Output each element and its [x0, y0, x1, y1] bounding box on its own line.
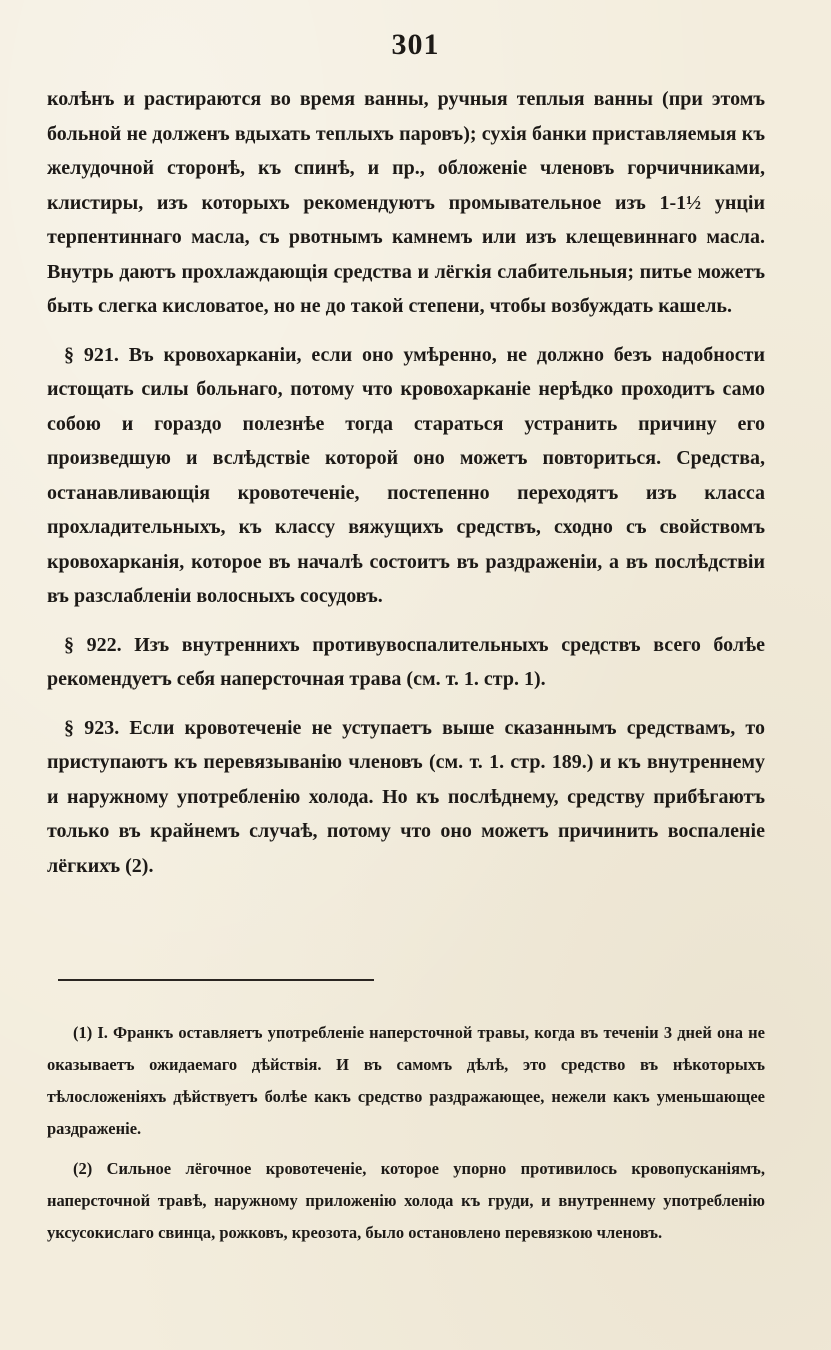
paragraph-921: § 921. Въ кровохарканіи, если оно умѣренно, не должно безъ надобности истощать силы больнаго, потому что кровохарканіе нерѣдко проходитъ само собою и гораздо полезнѣе тогда стараться устранить причину его произведшую и вслѣдствіе которой оно можетъ повториться. Средства, останавливающія кровотеченіе, постепенно переходятъ изъ класса прохладительныхъ, къ классу вяжущихъ средствъ, сходно съ свойствомъ кровохарканія, которое въ началѣ состоитъ въ раздраженіи, а въ послѣдствіи въ разслабленіи волосныхъ сосудовъ.: [47, 343, 765, 607]
footnote-divider: [58, 979, 374, 981]
paragraph-continuation: колѣнъ и растираются во время ванны, ручныя теплыя ванны (при этомъ больной не долженъ вдыхать теплыхъ паровъ); сухія банки приставляемыя къ желудочной сторонѣ, къ спинѣ, и пр., обложеніе членовъ горчичниками, клистиры, изъ которыхъ рекомендуютъ промывательное изъ 1-1½ унціи терпентиннаго масла, съ рвотнымъ камнемъ или изъ клещевиннаго масла. Внутрь даютъ прохлаждающія средства и лёгкія слабительныя; питье можетъ быть слегка кисловатое, но не до такой степени, чтобы возбуждать кашель.: [47, 88, 765, 317]
paragraph-922: § 922. Изъ внутреннихъ противувоспалительныхъ средствъ всего болѣе рекомендуетъ себя наперсточная трава (см. т. 1. стр. 1).: [47, 633, 765, 690]
main-text: [47, 82, 765, 883]
footnotes: [47, 1017, 765, 1249]
paragraph-923: § 923. Если кровотеченіе не уступаетъ выше сказаннымъ средствамъ, то приступаютъ къ перевязыванію членовъ (см. т. 1. стр. 189.) и къ внутреннему и наружному употребленію холода. Но къ послѣднему, средству прибѣгаютъ только въ крайнемъ случаѣ, потому что оно можетъ причинить воспаленіе лёгкихъ (2).: [47, 716, 765, 877]
footnote-2: (2) Сильное лёгочное кровотеченіе, которое упорно противилось кровопусканіямъ, наперсточной травѣ, наружному приложенію холода къ груди, и внутреннему употребленію уксусокислаго свинца, рожковъ, креозота, было остановлено перевязкою членовъ.: [47, 1159, 765, 1242]
footnote-1: (1) I. Франкъ оставляетъ употребленіе наперсточной травы, когда въ теченіи 3 дней она не оказываетъ ожидаемаго дѣйствія. И въ самомъ дѣлѣ, это средство въ нѣкоторыхъ тѣлосложеніяхъ дѣйствуетъ болѣе какъ средство раздражающее, нежели какъ уменьшающее раздраженіе.: [47, 1023, 765, 1138]
page-number: 301: [391, 28, 440, 61]
